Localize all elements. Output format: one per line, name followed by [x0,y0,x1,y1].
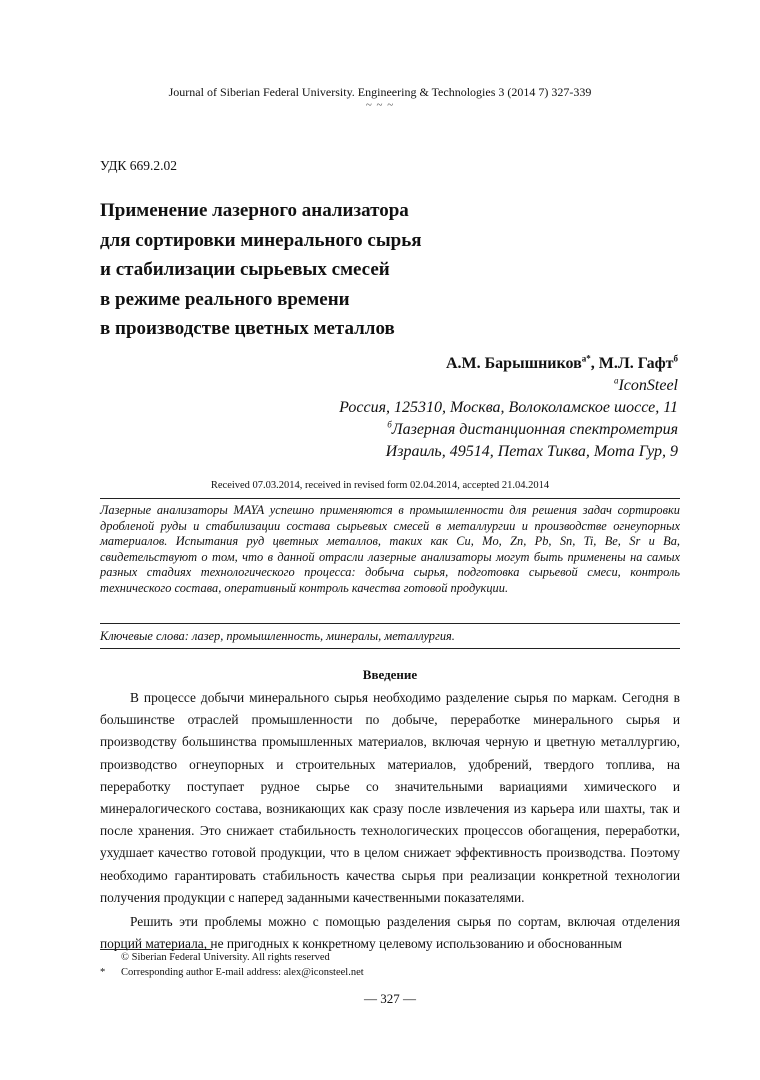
affiliation-a-address: Россия, 125310, Москва, Волоколамское шоссе, 11 [339,399,678,416]
body-text [100,687,680,955]
header-ornament: ~ ~ ~ [365,99,395,111]
udk-code: УДК 669.2.02 [100,158,178,173]
title-line: Применение лазерного анализатора [100,200,409,221]
abstract-middle-rule [100,623,680,624]
keywords-bottom-rule [100,648,680,649]
corresponding-email: Corresponding author E-mail address: alex@iconsteel.net [121,967,364,978]
authors-line [446,355,678,373]
affiliation-a-name [614,377,678,395]
affiliation-mark: a [613,375,619,386]
paragraph: Решить эти проблемы можно с помощью разделения сырья по сортам, включая отделения порций материала, не пригодных к конкретному целевому использованию и обоснованным [100,914,680,952]
affiliation-b-name [387,421,678,439]
author-name: М.Л. Гафт [598,355,674,372]
author-affiliation-mark: а* [581,353,591,364]
author-separator: , [590,355,599,372]
footnote-rule [100,949,212,950]
title-line: для сортировки минерального сырья [100,229,422,251]
title-line: в производстве цветных металлов [100,318,395,339]
footnote-corresponding [100,967,364,978]
footnote-copyright: © Siberian Federal University. All rights reserved [121,952,330,963]
paragraph: В процессе добычи минерального сырья необходимо разделение сырья по маркам. Сегодня в большинстве отраслей промышленности по добыче, переработке минерального сырья и производству большинства промышленных материалов, включая черную и цветную металлургию, производство огнеупорных и строительных материалов, удобрений, твердого топлива, на переработку поступает рудное сырье со значительными вариациями химического и минералогического состава, возникающих как сразу после извлечения из карьера или шахты, так и после хранения. Это снижает стабильность технологических процессов обогащения, переработки, ухудшает качество готовой продукции, что в целом снижает эффективность производства. Поэтому необходимо гарантировать стабильность качества сырья при реализации конкретной технологии получения продукции с наперед заданными качественными показателями. [100,690,680,905]
title-line: и стабилизации сырьевых смесей [100,259,390,280]
abstract-text: Лазерные анализаторы MAYA успешно применяются в промышленности для решения задач сортировки дробленой руды и стабилизации состава сырьевых смесей в металлургии и производстве огнеупорных материалов. Испытания руд цветных металлов, таких как Cu, Mo, Zn, Pb, Sn, Ti, Be, Sr и Ba, свидетельствуют о том, что в данной отрасли лазерные анализаторы могут быть применены на самых разных стадиях технологического процесса: добыча сырья, подготовка сырьевой смеси, контроль технического состава, оперативный контроль качества готовой продукции. [100,503,680,595]
author-affiliation-mark: б [673,353,678,364]
footnote-star: * [100,967,106,978]
section-heading: Введение [362,667,418,682]
affiliation-name: Лазерная дистанционная спектрометрия [391,421,678,438]
affiliation-name: IconSteel [618,377,678,394]
journal-header: Journal of Siberian Federal University. Engineering & Technologies 3 (2014 7) 327-339 [168,85,592,99]
affiliation-mark: б [387,419,392,430]
article-title [100,196,540,344]
page-number: — 327 — [364,991,416,1006]
affiliation-b-address: Израиль, 49514, Петах Тиква, Мота Гур, 9 [385,443,678,460]
received-dates: Received 07.03.2014, received in revised form 02.04.2014, accepted 21.04.2014 [210,480,550,491]
abstract-top-rule [100,498,680,499]
keywords: Ключевые слова: лазер, промышленность, минералы, металлургия. [100,629,455,643]
author-name: А.М. Барышников [445,355,582,372]
title-line: в режиме реального времени [100,288,350,310]
